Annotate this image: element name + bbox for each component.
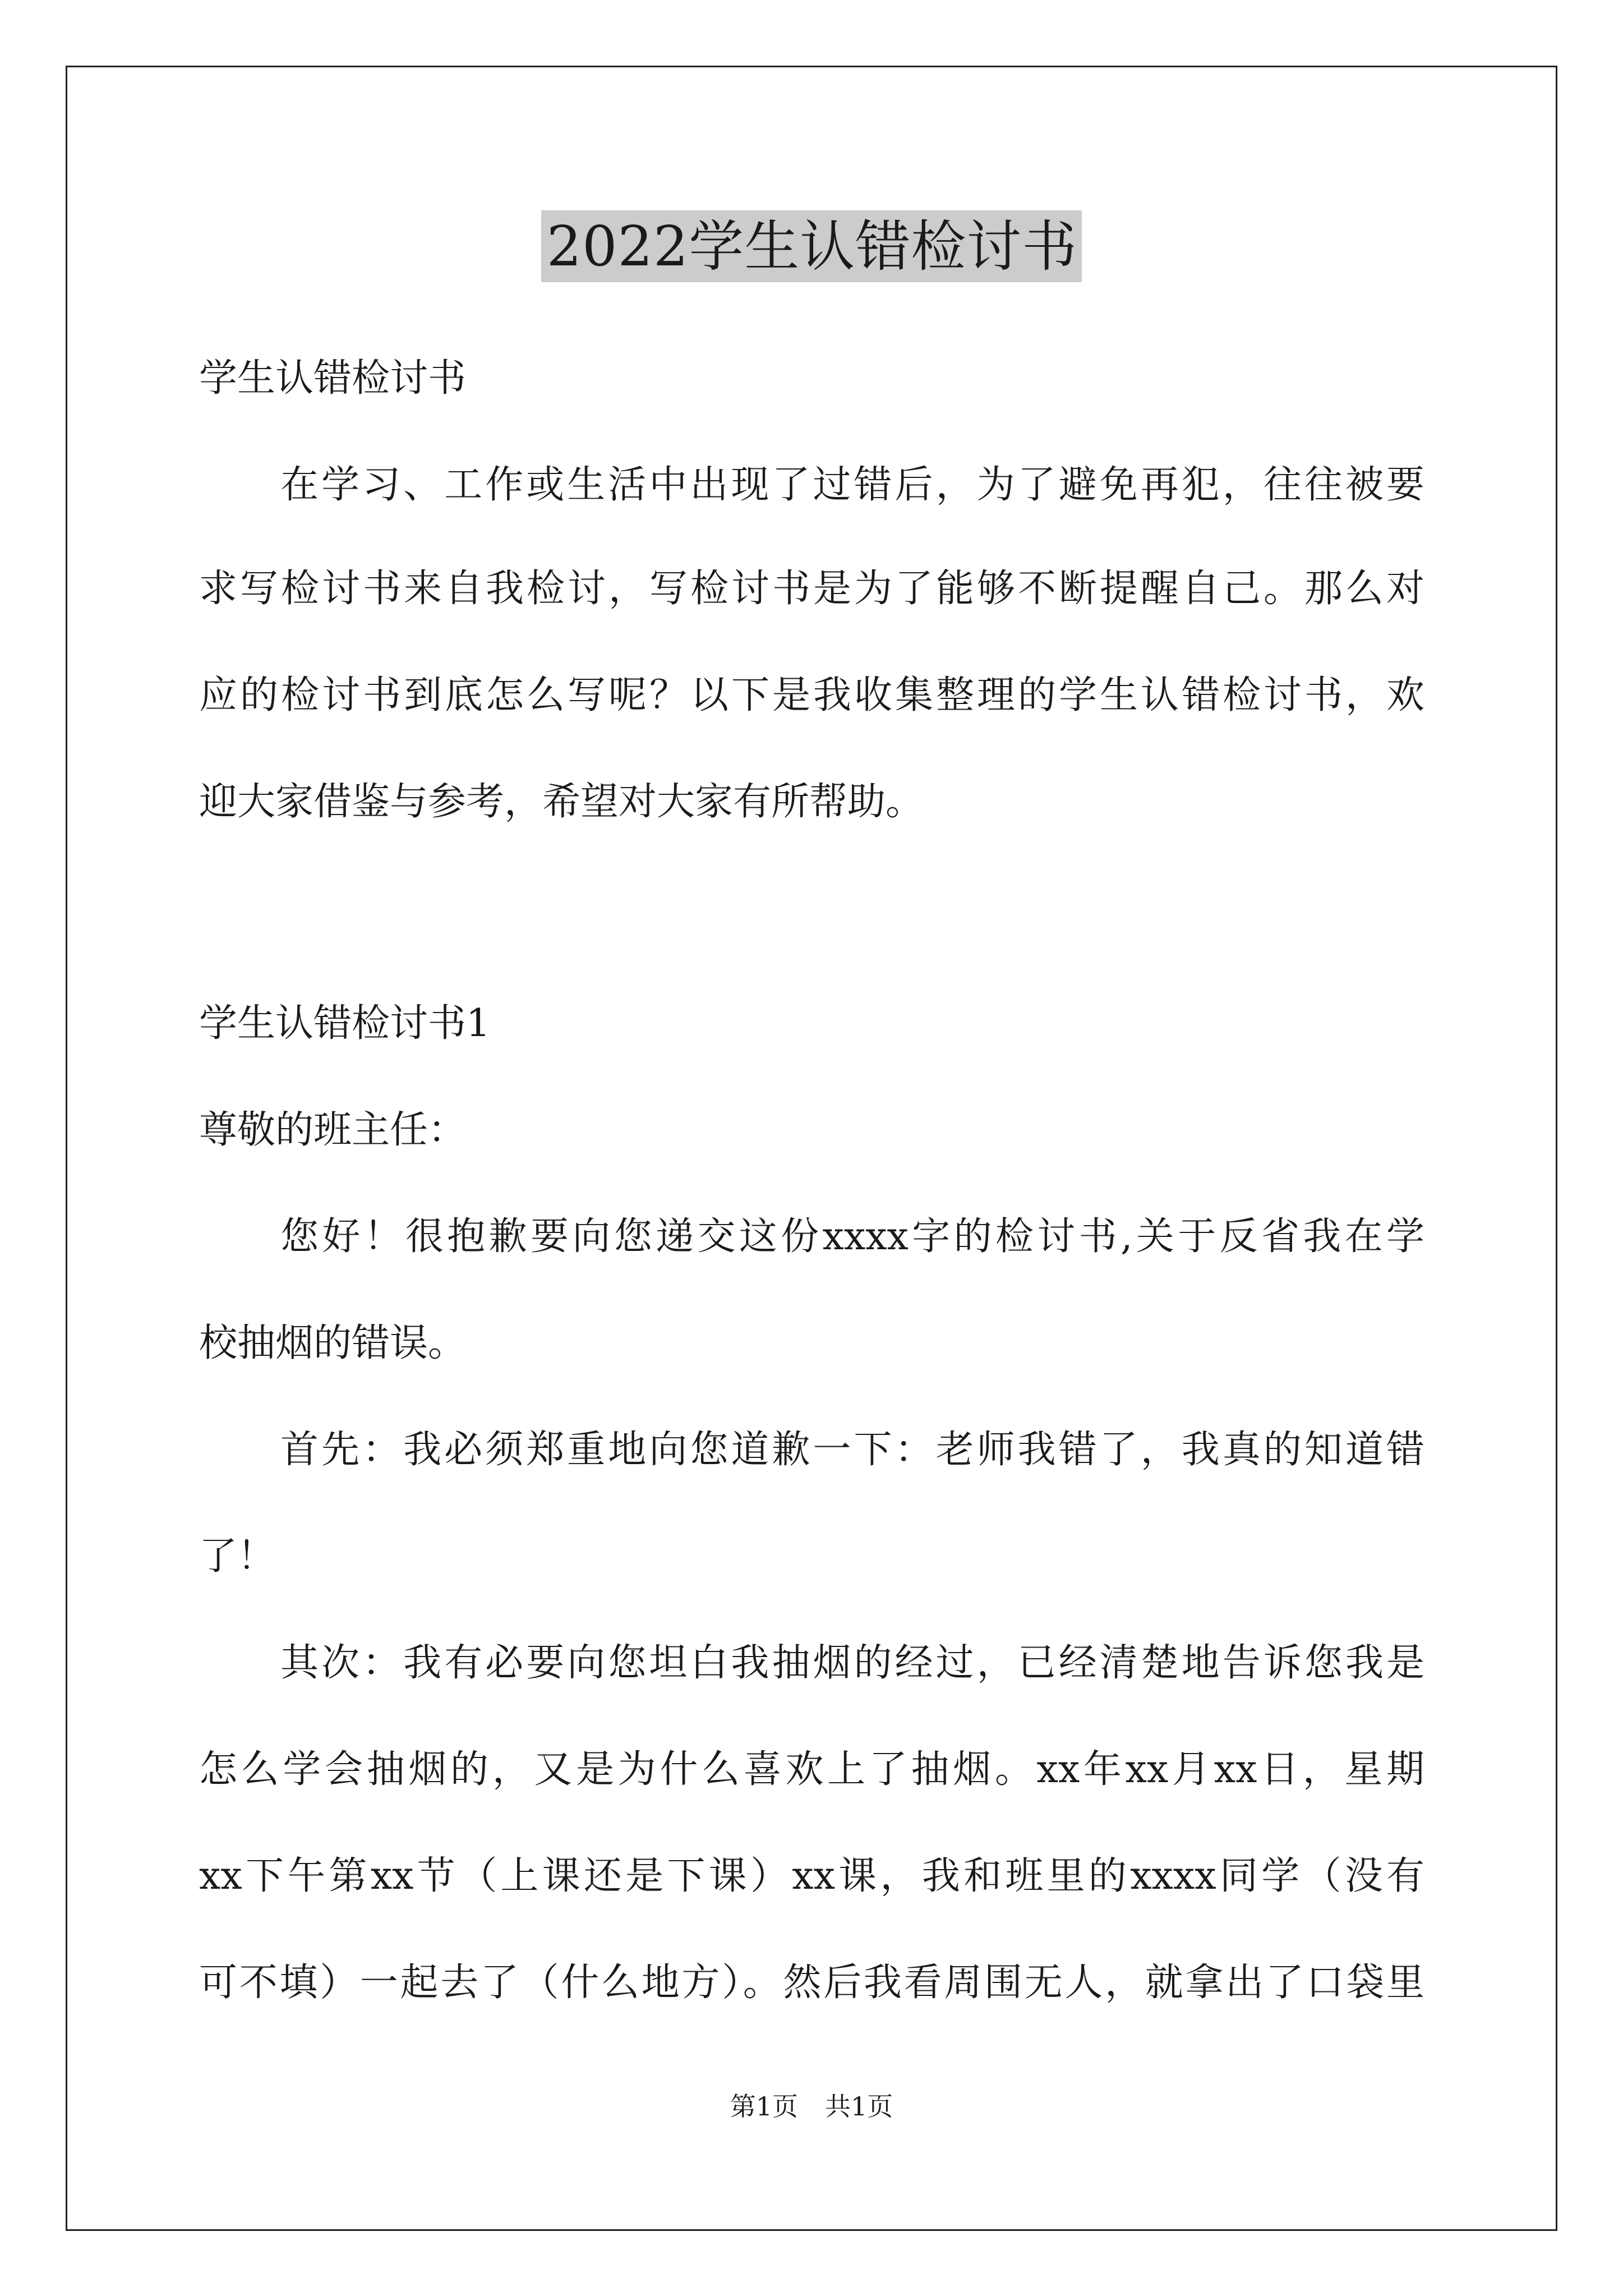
salutation: 尊敬的班主任： <box>199 1108 467 1152</box>
body-line-4: 了！ <box>199 1534 276 1579</box>
body-line-7: xx下午第xx节（上课还是下课）xx课，我和班里的xxxx同学（没有 <box>199 1854 1424 1898</box>
subheading-1: 学生认错检讨书1 <box>199 1001 491 1046</box>
title-container <box>0 210 1623 282</box>
section-heading: 学生认错检讨书 <box>199 356 467 401</box>
body-line-1: 您好！很抱歉要向您递交这份xxxx字的检讨书,关于反省我在学 <box>280 1214 1424 1259</box>
body-line-8: 可不填）一起去了（什么地方）。然后我看周围无人，就拿出了口袋里 <box>199 1961 1424 2005</box>
body-line-3: 首先：我必须郑重地向您道歉一下：老师我错了，我真的知道错 <box>280 1428 1424 1472</box>
document-title: 2022学生认错检讨书 <box>541 210 1082 282</box>
body-line-5: 其次：我有必要向您坦白我抽烟的经过，已经清楚地告诉您我是 <box>280 1641 1424 1685</box>
page-number: 第1页 <box>730 2091 798 2122</box>
intro-line-4: 迎大家借鉴与参考，希望对大家有所帮助。 <box>199 780 924 824</box>
intro-line-2: 求写检讨书来自我检讨，写检讨书是为了能够不断提醒自己。那么对 <box>199 567 1424 611</box>
intro-line-1: 在学习、工作或生活中出现了过错后，为了避免再犯，往往被要 <box>280 463 1424 507</box>
page-footer <box>0 2090 1623 2123</box>
page-total: 共1页 <box>825 2091 893 2122</box>
body-line-6: 怎么学会抽烟的，又是为什么喜欢上了抽烟。xx年xx月xx日，星期 <box>199 1747 1424 1792</box>
body-line-2: 校抽烟的错误。 <box>199 1321 467 1365</box>
intro-line-3: 应的检讨书到底怎么写呢？以下是我收集整理的学生认错检讨书，欢 <box>199 673 1424 717</box>
